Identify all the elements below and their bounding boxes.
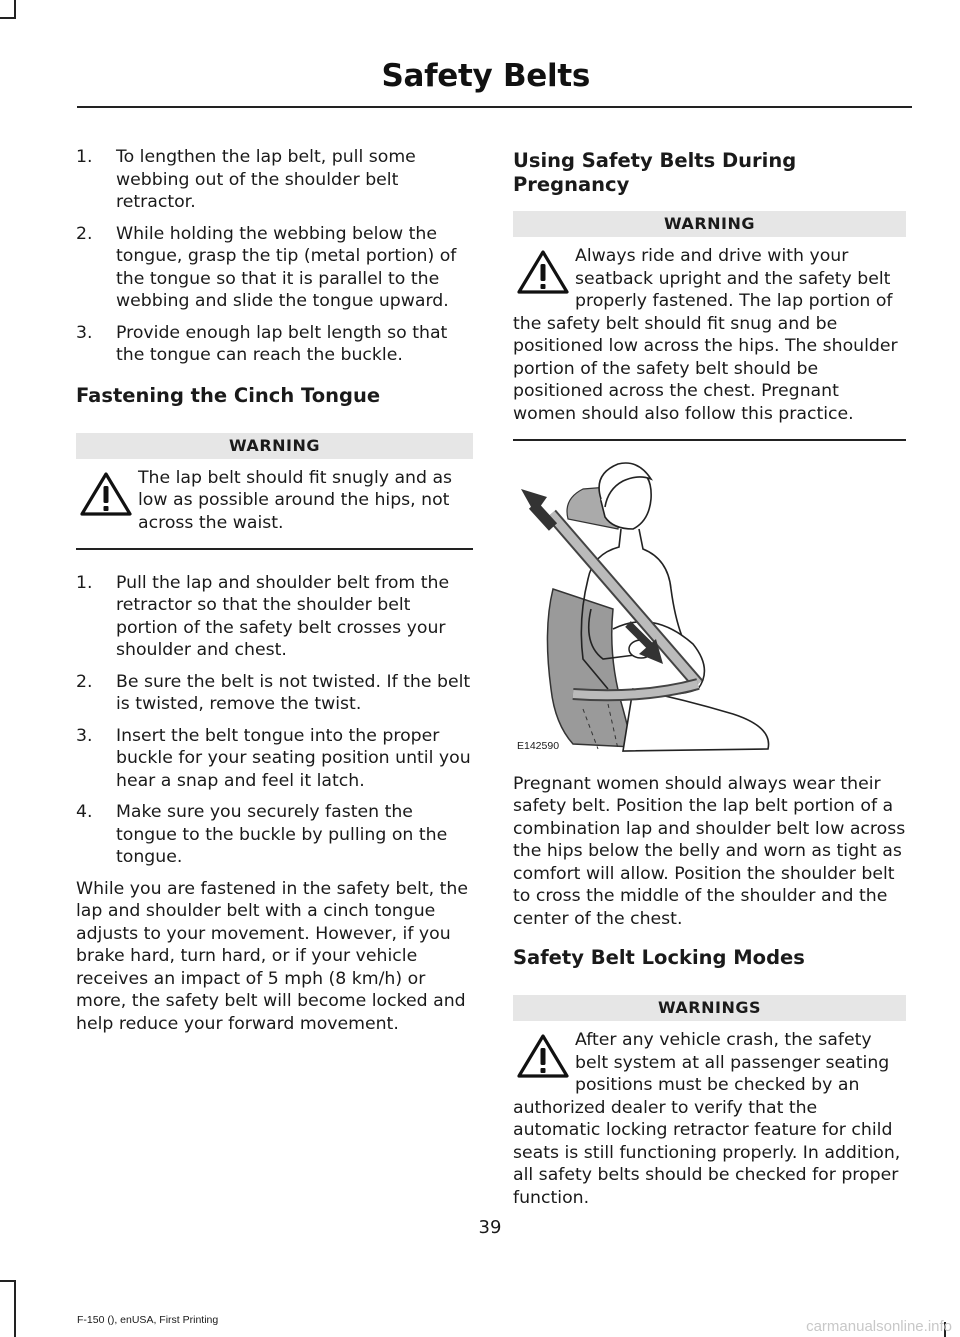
lengthen-steps-list <box>76 146 473 367</box>
list-item <box>76 322 473 367</box>
warning-label: WARNING <box>76 433 473 459</box>
warning-box <box>76 433 473 550</box>
warning-text: After any vehicle crash, the safety belt system at all passenger seating positions must be checked by an authorized dealer to verify that the automatic locking retractor feature for child seats is still functioning properly. In addition, all safety belts should be checked for proper function. <box>513 1030 901 1208</box>
warning-triangle-icon <box>517 249 569 295</box>
watermark: carmanualsonline.info <box>806 1318 952 1335</box>
step-number: 3. <box>76 725 93 746</box>
body-paragraph: While you are fastened in the safety belt, the lap and shoulder belt with a cinch tongue adjusts to your movement. However, if you brake hard, turn hard, or if your vehicle receives an impact of 5 mph (8 km/h) or more, the safety belt will become locked and help reduce your forward movement. <box>76 878 469 1034</box>
warning-text: Always ride and drive with your seatback upright and the safety belt properly fastened. The lap portion of the safety belt should fit snug and be positioned low across the hips. The shoulder portion of the safety belt should be positioned across the chest. Pregnant women should also follow this practice. <box>513 246 898 424</box>
fastening-steps-list <box>76 572 473 869</box>
warning-rule <box>513 439 906 441</box>
warning-body <box>513 245 906 441</box>
warning-text: The lap belt should fit snugly and as low as possible around the hips, not across the waist. <box>138 467 453 533</box>
footer-edition: F-150 (), enUSA, First Printing <box>77 1314 219 1326</box>
list-item <box>76 146 473 214</box>
illustration-drawing <box>513 459 906 759</box>
section-heading: Fastening the Cinch Tongue <box>76 383 381 407</box>
list-item <box>76 725 473 793</box>
section-heading: Safety Belt Locking Modes <box>513 946 805 969</box>
warning-triangle-icon <box>80 471 132 517</box>
warning-label: WARNINGS <box>513 995 906 1021</box>
figure-id: E142590 <box>517 740 560 752</box>
step-number: 3. <box>76 322 93 343</box>
warning-triangle-icon <box>517 1033 569 1079</box>
page-number: 39 <box>478 1217 502 1238</box>
step-number: 4. <box>76 802 93 822</box>
pregnant-woman-belt-illustration <box>513 459 906 759</box>
step-number: 1. <box>76 147 93 167</box>
crop-mark <box>14 0 16 17</box>
warning-box <box>513 995 906 1209</box>
step-number: 2. <box>76 671 93 692</box>
step-text: While holding the webbing below the tongue, grasp the tip (metal portion) of the tongue so that it is parallel to the webbing and slide the tongue upward. <box>116 223 457 311</box>
step-text: To lengthen the lap belt, pull some webbing out of the shoulder belt retractor. <box>116 147 416 212</box>
crop-mark <box>0 1280 16 1282</box>
warning-box <box>513 211 906 441</box>
list-item <box>76 572 473 662</box>
body-paragraph: Pregnant women should always wear their safety belt. Position the lap belt portion of a combination lap and shoulder belt low across the hips below the belly and worn as tight as comfort will allow. Position the shoulder belt to cross the middle of the shoulder and the center of the chest. <box>513 773 906 929</box>
step-number: 2. <box>76 223 93 244</box>
step-text: Be sure the belt is not twisted. If the belt is twisted, remove the twist. <box>116 671 471 714</box>
step-text: Provide enough lap belt length so that the tongue can reach the buckle. <box>116 322 448 365</box>
warning-label: WARNING <box>513 211 906 237</box>
header-rule <box>77 106 912 108</box>
step-text: Make sure you securely fasten the tongue to the buckle by pulling on the tongue. <box>116 802 448 867</box>
section-heading: Using Safety Belts During Pregnancy <box>513 149 797 196</box>
step-text: Pull the lap and shoulder belt from the retractor so that the shoulder belt portion of the safety belt crosses your shoulder and chest. <box>116 572 450 660</box>
step-number: 1. <box>76 572 93 593</box>
left-column <box>76 146 473 1035</box>
warning-rule <box>76 548 473 550</box>
crop-mark <box>14 1280 16 1337</box>
page-title: Safety Belts <box>381 58 590 94</box>
list-item <box>76 671 473 716</box>
list-item <box>76 801 473 869</box>
warning-body <box>76 467 473 550</box>
list-item <box>76 223 473 313</box>
warning-body <box>513 1029 906 1209</box>
right-column <box>513 146 906 1209</box>
crop-mark <box>0 17 16 19</box>
step-text: Insert the belt tongue into the proper buckle for your seating position until you hear a snap and feel it latch. <box>116 725 471 791</box>
